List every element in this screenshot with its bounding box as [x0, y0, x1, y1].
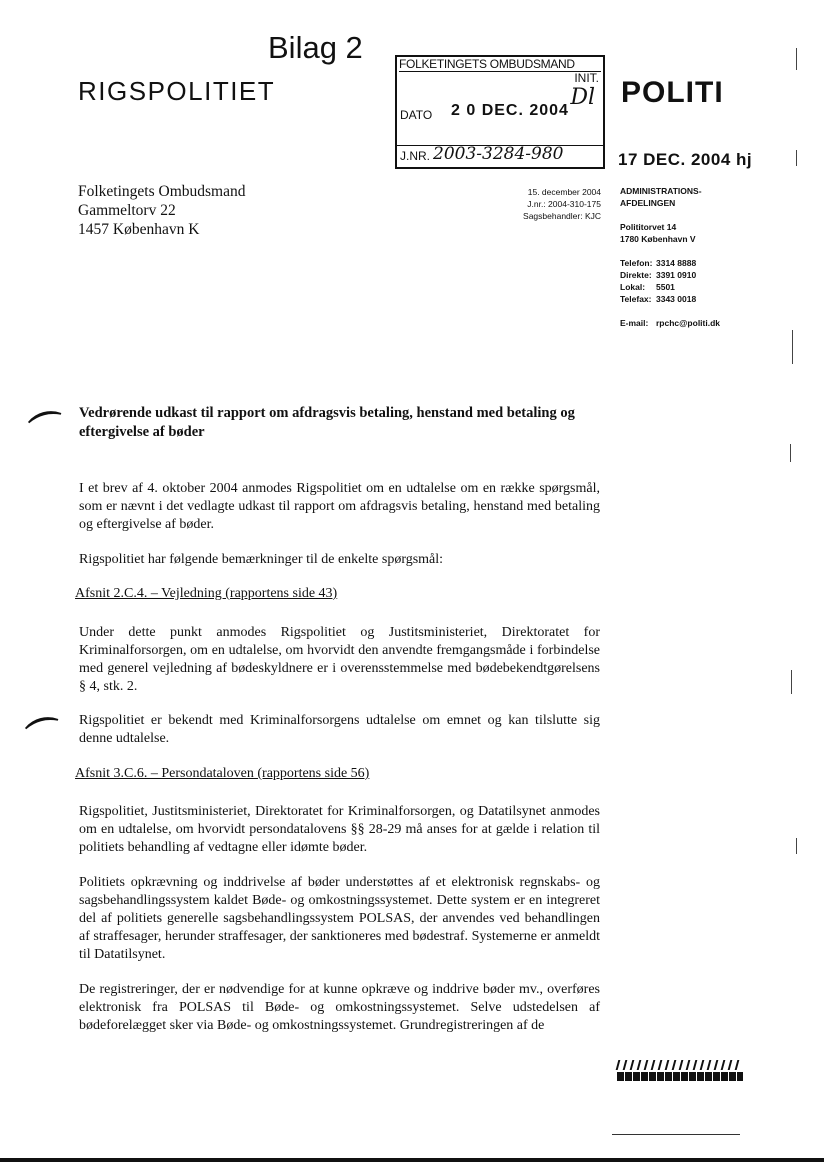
- stamp-dato-value: 2 0 DEC. 2004: [451, 102, 569, 119]
- contact-row: Telefon: 3314 8888: [620, 258, 697, 268]
- barcode: [617, 1060, 743, 1082]
- recipient-name: Folketingets Ombudsmand: [78, 183, 246, 200]
- footer-line: [612, 1134, 740, 1135]
- letter-meta: [470, 186, 601, 222]
- politi-logo: POLITI: [621, 76, 724, 109]
- sender-city: 1780 København V: [620, 234, 696, 244]
- contact-row: Lokal: 5501: [620, 282, 675, 292]
- stamp-jnr-label: J.NR.: [400, 149, 430, 163]
- stamp-init-signature: Dl: [570, 85, 595, 110]
- letter-handler: Sagsbehandler: KJC: [523, 211, 601, 221]
- recipient-address: [78, 182, 245, 239]
- paragraph-kriminalforsorgen: Rigspolitiet er bekendt med Kriminalforsorgens udtalelse om emnet og kan tilslutte sig denne udtalelse.: [79, 713, 600, 746]
- bilag-label: Bilag 2: [268, 30, 363, 65]
- paragraph-registrations: De registreringer, der er nødvendige for at kunne opkræve og inddrive bøder mv., overføres elektronisk fra POLSAS til Bøde- og omkostningssystemet. Selve udstedelsen af bødeforelægget sker via Bøde- og omkostningssystemet. Grundregistreringen af de: [79, 982, 600, 1033]
- letter-jnr: J.nr.: 2004-310-175: [527, 199, 601, 209]
- scan-edge-mark: [791, 670, 792, 694]
- recipient-street: Gammeltorv 22: [78, 202, 176, 219]
- section-heading-2c4: Afsnit 2.C.4. – Vejledning (rapportens side 43): [75, 586, 338, 601]
- page-bottom-edge: [0, 1158, 824, 1162]
- scan-edge-mark: [792, 330, 793, 364]
- paragraph-systems: Politiets opkrævning og inddrivelse af bøder understøttes af et elektronisk regnskabs- og sagsbehandlingssystem kaldet Bøde- og omkostningssystemet. Dette system er en integreret del af politiets generelle sagsbehandlingssystem POLSAS, der anvendes ved behandlingen af straffesager, herunder straffesager, der sanktioneres med bødestraf. Systemerne er anmeldt til Datatilsynet.: [79, 875, 600, 962]
- sender-dept-line2: AFDELINGEN: [620, 198, 676, 208]
- recipient-city: 1457 København K: [78, 221, 200, 238]
- sender-dept-line1: ADMINISTRATIONS-: [620, 186, 702, 196]
- stamp-dato-label: DATO: [400, 108, 433, 122]
- letter-subject: Vedrørende udkast til rapport om afdragsvis betaling, henstand med betaling og eftergivelse af bøder: [79, 405, 575, 440]
- contact-row: Direkte: 3391 0910: [620, 270, 697, 280]
- paragraph-3c6: Rigspolitiet, Justitsministeriet, Direktoratet for Kriminalforsorgen, og Datatilsynet anmodes om en udtalelse, om hvorvidt persondatalovens §§ 28-29 må anses for at gælde i relation til politiets behandling af vedtagne eller idømte bøder.: [79, 804, 600, 855]
- margin-mark: ⌒: [26, 406, 70, 454]
- scan-edge-mark: [796, 838, 797, 854]
- paragraph-intro: I et brev af 4. oktober 2004 anmodes Rigspolitiet om en udtalelse om en række spørgsmål, som er nævnt i det vedlagte udkast til rapport om afdragsvis betaling, henstand med betaling og eftergivelse af bøder.: [79, 481, 600, 532]
- stamp-title: FOLKETINGETS OMBUDSMAND: [399, 57, 601, 72]
- scan-edge-mark: [790, 444, 791, 462]
- margin-mark: ⌒: [23, 712, 67, 760]
- email-row: E-mail: rpchc@politi.dk: [620, 318, 721, 328]
- stamp-jnr-value: 2003-3284-980: [433, 144, 564, 164]
- letter-date: 15. december 2004: [527, 187, 601, 197]
- stamp-init-label: INIT.: [574, 71, 599, 85]
- sender-info: [620, 185, 720, 329]
- paragraph-remarks: Rigspolitiet har følgende bemærkninger til de enkelte spørgsmål:: [79, 552, 444, 567]
- contact-row: Telefax: 3343 0018: [620, 294, 697, 304]
- received-date-stamp: 17 DEC. 2004 hj: [618, 150, 753, 169]
- paragraph-2c4: Under dette punkt anmodes Rigspolitiet og Justitsministeriet, Direktoratet for Kriminalforsorgen, om en udtalelse, om hvorvidt den anvendte fremgangsmåde i forbindelse med generel vejledning af bødeskyldnere er i overensstemmelse med bødebekendtgørelsens § 4, stk. 2.: [79, 625, 600, 694]
- section-heading-3c6: Afsnit 3.C.6. – Persondataloven (rapportens side 56): [75, 766, 370, 781]
- ombudsmand-stamp: [395, 55, 605, 169]
- scan-edge-mark: [796, 150, 797, 166]
- scan-edge-mark: [796, 48, 797, 70]
- sender-street: Polititorvet 14: [620, 222, 677, 232]
- organization-name: RIGSPOLITIET: [78, 76, 276, 106]
